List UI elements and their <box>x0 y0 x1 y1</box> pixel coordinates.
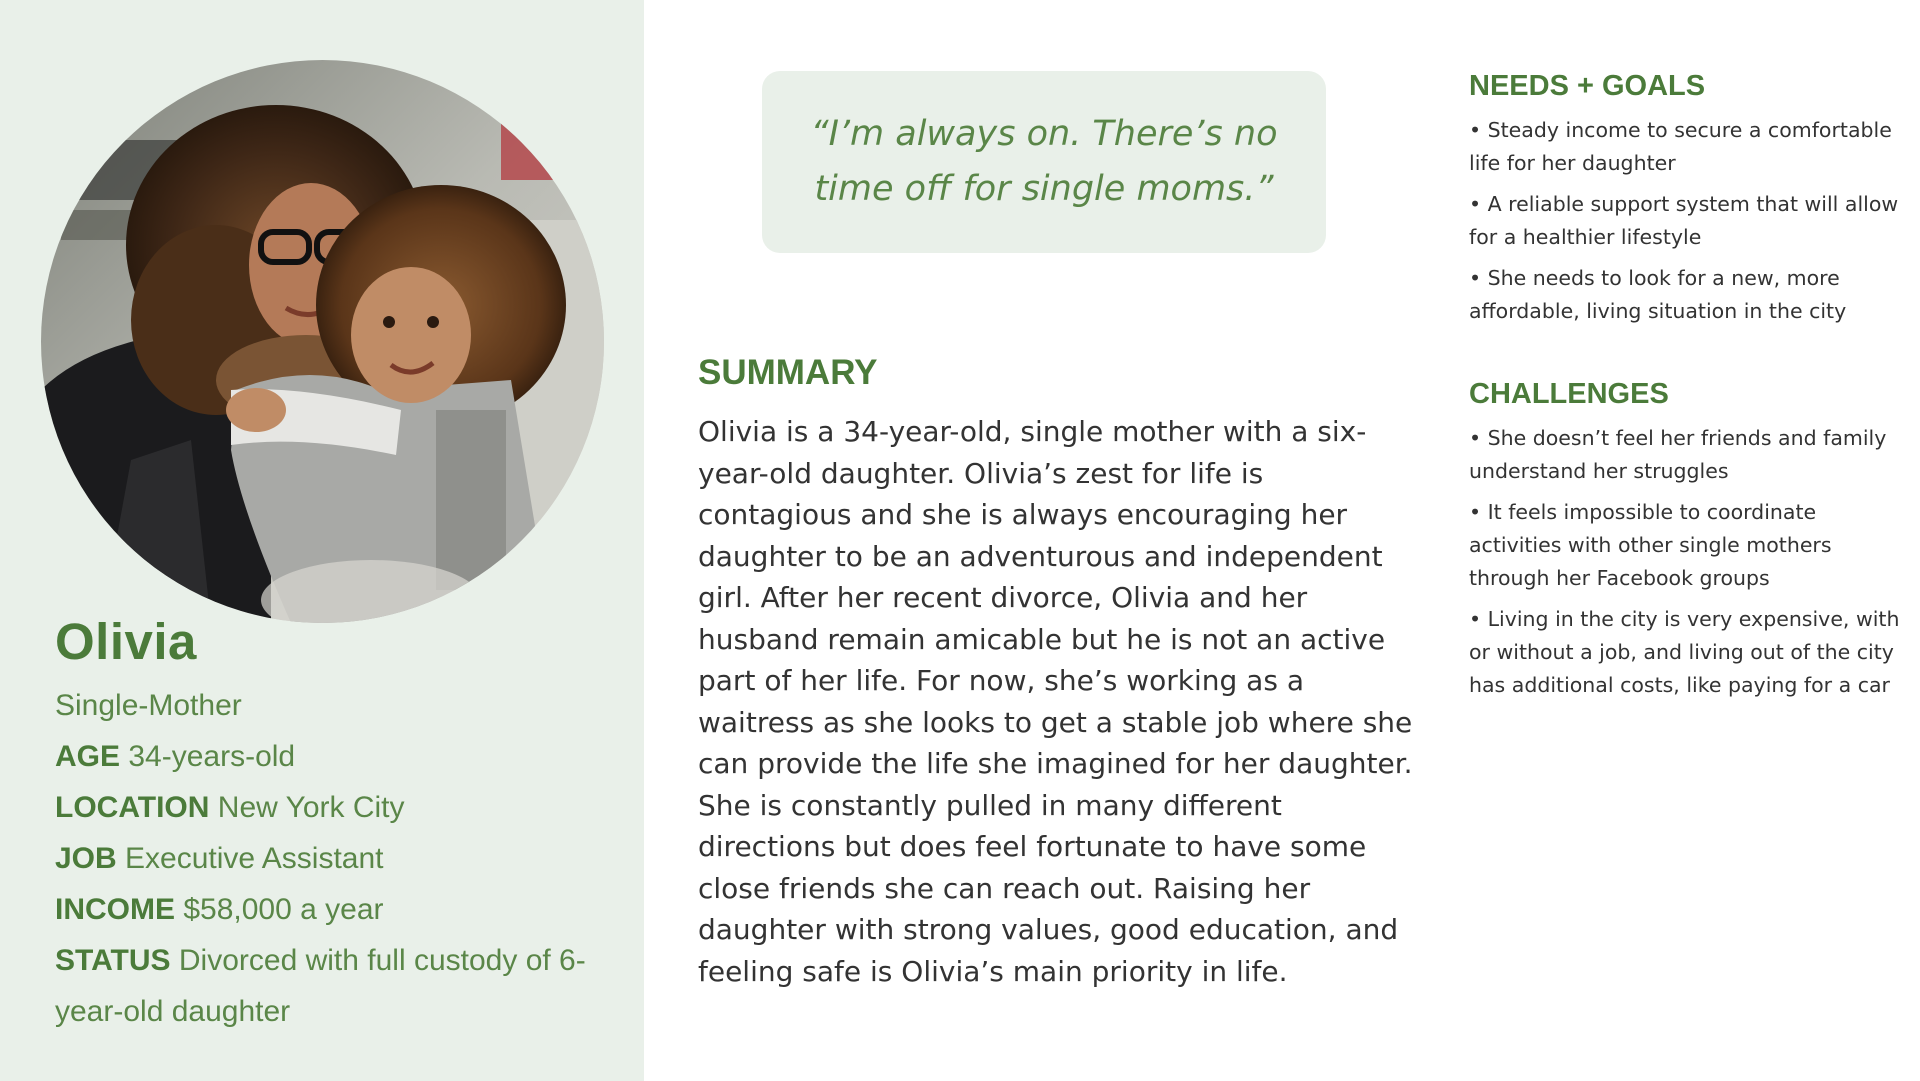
profile-panel <box>0 0 644 1081</box>
status-label: STATUS <box>55 944 171 977</box>
location-row <box>55 782 615 833</box>
needs-goals-heading: NEEDS + GOALS <box>1469 70 1706 102</box>
persona-quote: “I’m always on. There’s no time off for single moms.” <box>810 114 1278 209</box>
location-label: LOCATION <box>55 791 210 824</box>
location-value: New York City <box>217 791 405 824</box>
age-label: AGE <box>55 740 121 773</box>
summary-heading: SUMMARY <box>698 353 878 392</box>
avatar-photo <box>41 60 604 623</box>
needs-goal-item: • A reliable support system that will allow for a healthier lifestyle <box>1469 188 1914 254</box>
age-value: 34-years-old <box>128 740 296 773</box>
needs-goals-list <box>1469 114 1914 336</box>
job-row <box>55 833 615 884</box>
quote-box <box>762 71 1326 253</box>
challenge-item: • She doesn’t feel her friends and family understand her struggles <box>1469 422 1914 488</box>
challenges-list <box>1469 422 1914 710</box>
persona-role: Single-Mother <box>55 689 242 722</box>
job-value: Executive Assistant <box>125 842 384 875</box>
challenge-item: • Living in the city is very expensive, with or without a job, and living out of the city has additional costs, like paying for a car <box>1469 603 1914 702</box>
persona-details <box>55 680 615 1037</box>
income-label: INCOME <box>55 893 175 926</box>
income-row <box>55 884 615 935</box>
mother-daughter-photo <box>41 60 604 623</box>
persona-name: Olivia <box>55 613 197 670</box>
challenges-heading: CHALLENGES <box>1469 378 1669 410</box>
age-row <box>55 731 615 782</box>
income-value: $58,000 a year <box>183 893 384 926</box>
job-label: JOB <box>55 842 117 875</box>
needs-goal-item: • Steady income to secure a comfortable life for her daughter <box>1469 114 1914 180</box>
needs-goal-item: • She needs to look for a new, more affordable, living situation in the city <box>1469 262 1914 328</box>
status-row <box>55 935 615 1037</box>
summary-text: Olivia is a 34-year-old, single mother with a six-year-old daughter. Olivia’s zest for life is contagious and she is always encouraging her daughter to be an adventurous and independent girl. After her recent divorce, Olivia and her husband remain amicable but he is not an active part of her life. For now, she’s working as a waitress as she looks to get a stable job where she can provide the life she imagined for her daughter. She is constantly pulled in many different directions but does feel fortunate to have some close friends she can reach out. Raising her daughter with strong values, good education, and feeling safe is Olivia’s main priority in life. <box>698 415 1413 988</box>
challenge-item: • It feels impossible to coordinate activities with other single mothers through her Facebook groups <box>1469 496 1914 595</box>
status-value: Divorced with full custody of 6-year-old daughter <box>55 944 586 1028</box>
